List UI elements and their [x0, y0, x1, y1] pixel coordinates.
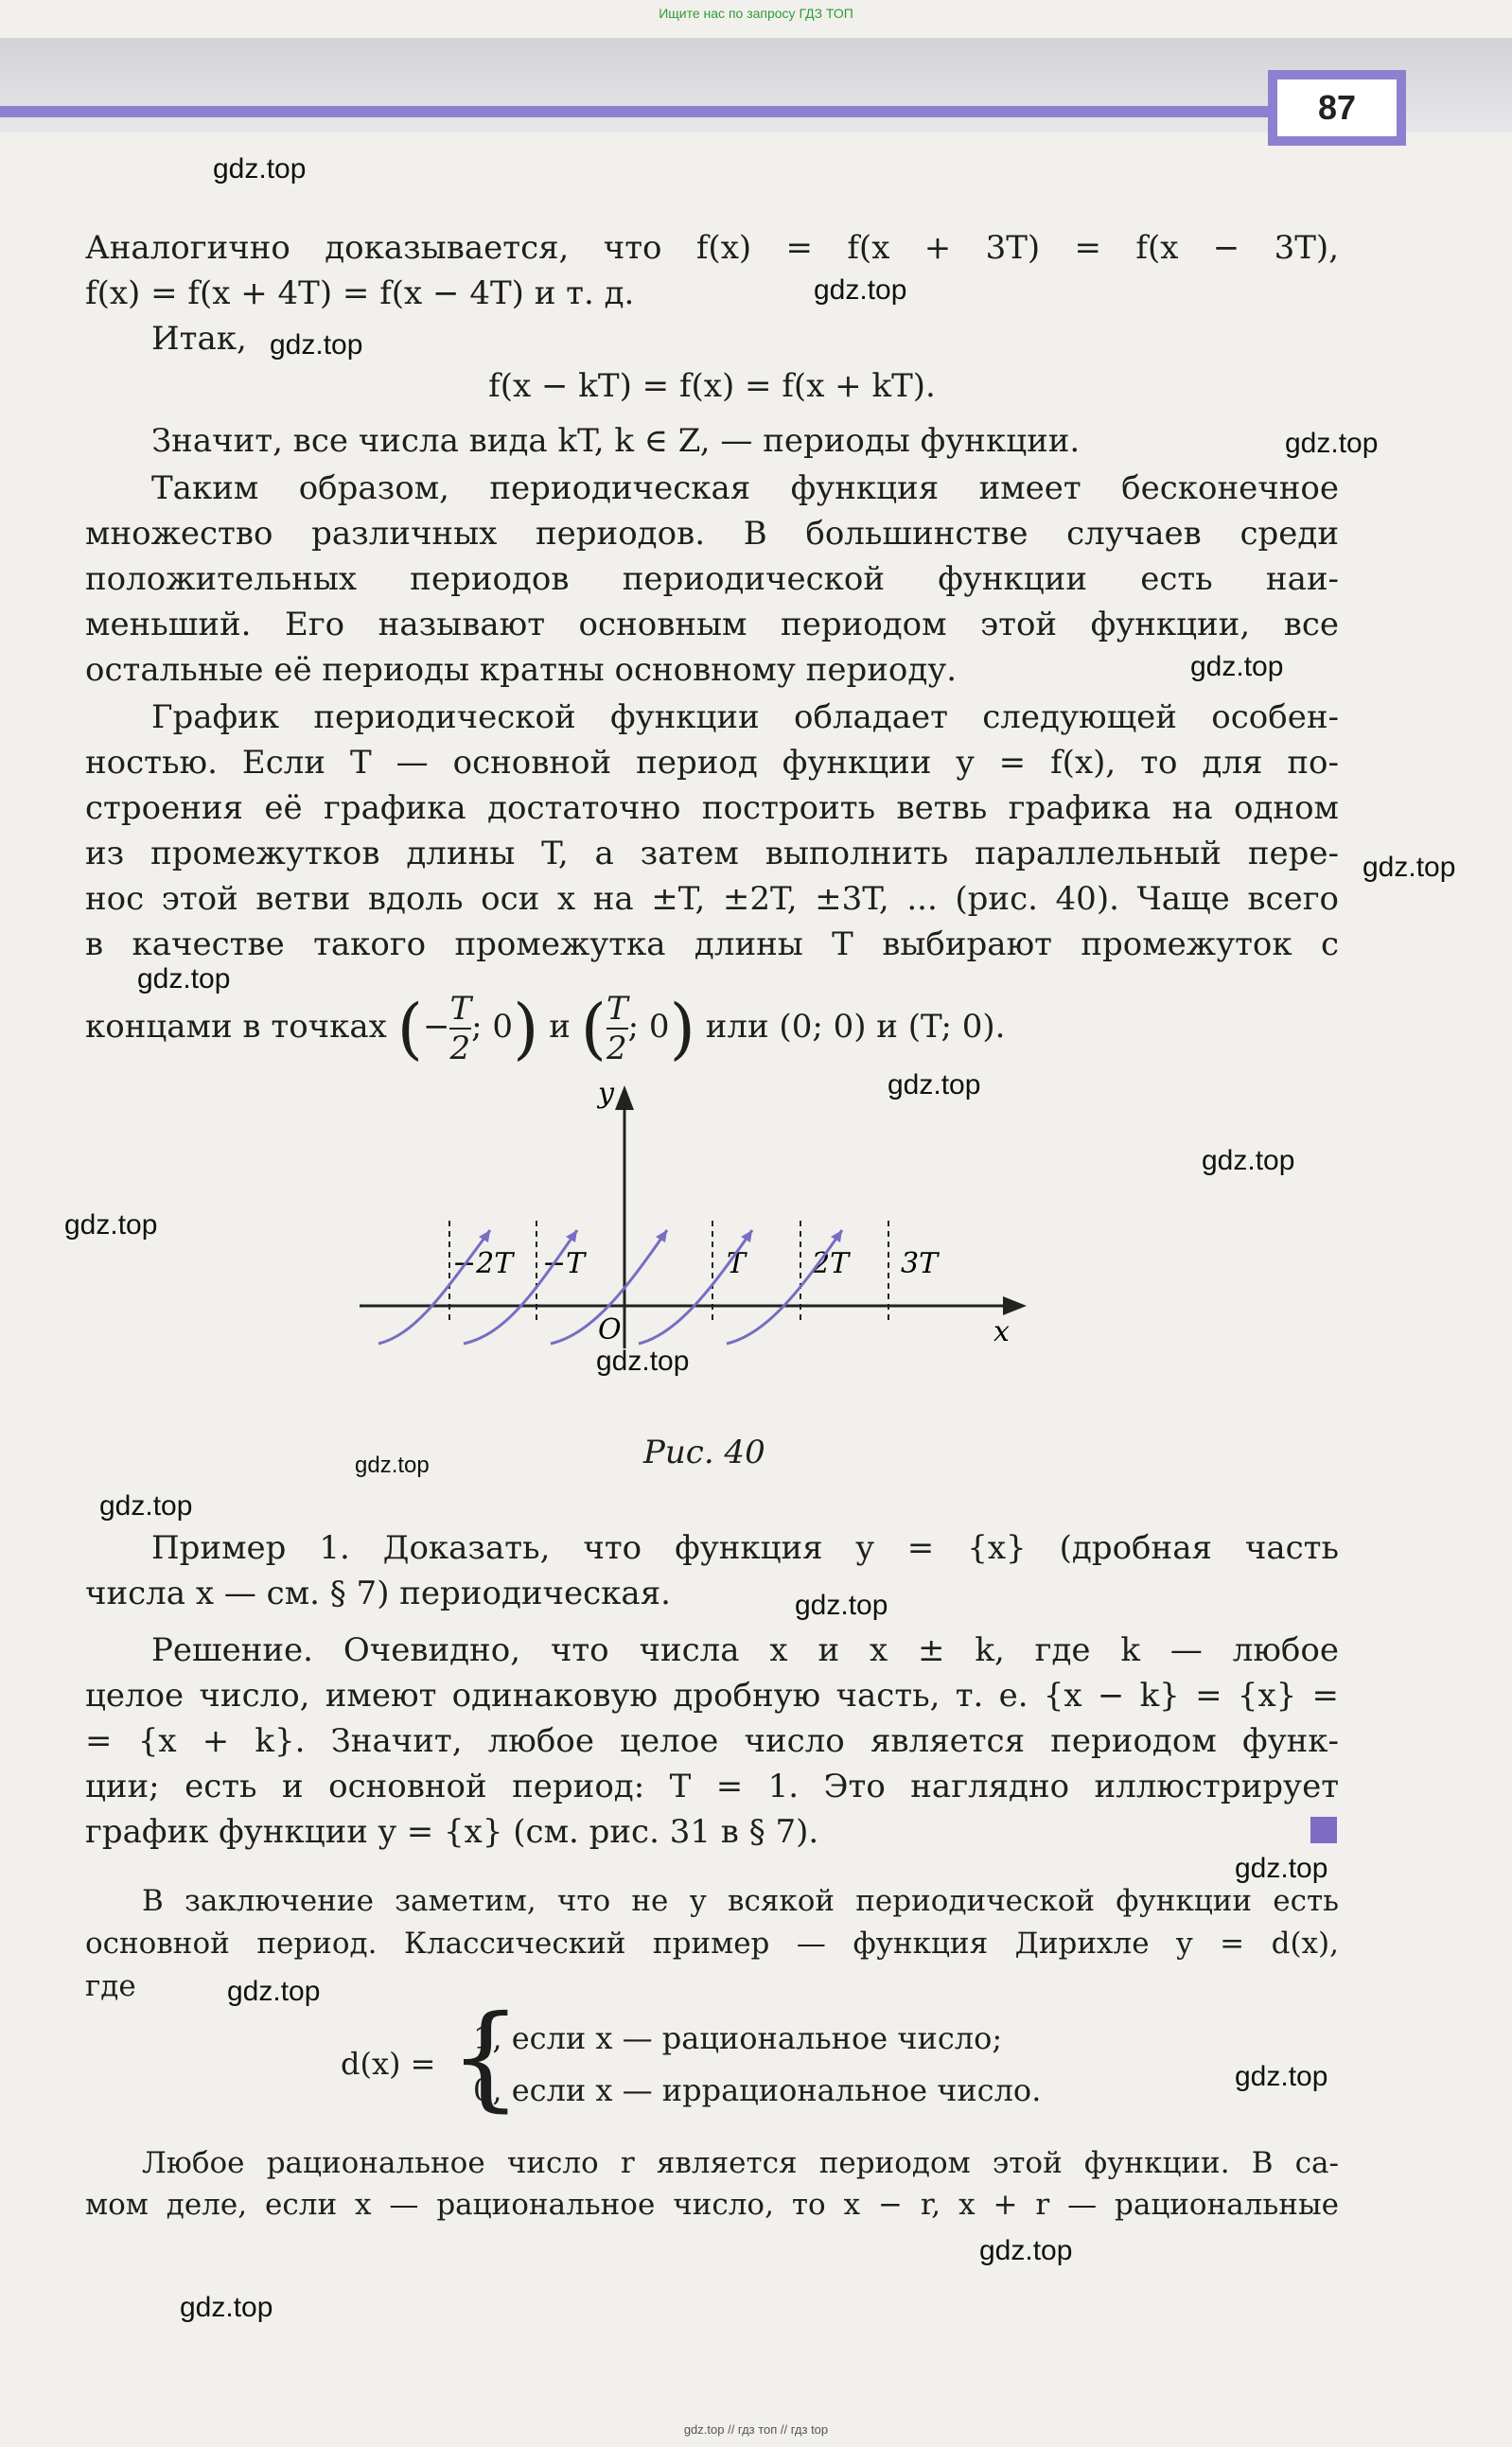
text-line: положительных периодов периодической функции есть наи-: [85, 560, 1339, 598]
example-line: Пример 1. Доказать, что функция y = {x} (дробная часть: [151, 1529, 1339, 1567]
final-line: мом деле, если x — рациональное число, то x − r, x + r — рациональные: [85, 2188, 1339, 2222]
end-of-solution-marker: [1310, 1817, 1337, 1843]
dirichlet-definition: [341, 1992, 1192, 2124]
fraction: $\frac{T}{2}$: [449, 990, 472, 1067]
y-axis-arrow: [615, 1085, 634, 1110]
y-axis-label: y: [598, 1077, 614, 1110]
watermark: gdz.top: [99, 1490, 193, 1522]
watermark: gdz.top: [888, 1069, 981, 1100]
conclusion-line: где: [85, 1969, 136, 2003]
watermark: gdz.top: [180, 2292, 273, 2323]
figure-40: [350, 1074, 1031, 1358]
watermark: gdz.top: [227, 1976, 321, 2007]
solution-line: = {x + k}. Значит, любое целое число является периодом функ-: [85, 1722, 1339, 1760]
tick-label-3T: 3T: [901, 1247, 939, 1280]
zero: ; 0: [471, 1008, 514, 1046]
watermark: gdz.top: [1235, 1853, 1328, 1884]
solution-line: график функции y = {x} (см. рис. 31 в § 7).: [85, 1813, 819, 1851]
figure-caption: Рис. 40: [643, 1434, 765, 1471]
text-line: меньший. Его называют основным периодом этой функции, все: [85, 606, 1339, 643]
origin-label: O: [598, 1313, 622, 1347]
watermark: gdz.top: [596, 1346, 690, 1377]
watermark: gdz.top: [270, 329, 363, 361]
text-line: Таким образом, периодическая функция имеет бесконечное: [151, 469, 1339, 507]
formula-line: f(x − kT) = f(x) = f(x + kT).: [488, 367, 936, 405]
text-line: нос этой ветви вдоль оси x на ±T, ±2T, ±3T, ... (рис. 40). Чаще всего: [85, 880, 1339, 918]
example-line: числа x — см. § 7) периодическая.: [85, 1575, 671, 1612]
endpoints-line: концами в точках (− $\frac{T}{2}$ ; 0) и ( $\frac{T}{2}$ ; 0) или (0; 0) и (T; 0).: [85, 990, 1006, 1067]
text-line: из промежутков длины T, а затем выполнить параллельный пере-: [85, 835, 1339, 872]
solution-line: целое число, имеют одинаковую дробную часть, т. е. {x − k} = {x} =: [85, 1677, 1339, 1715]
text-line: остальные её периоды кратны основному периоду.: [85, 651, 958, 689]
conclusion-line: В заключение заметим, что не у всякой периодической функции есть: [142, 1884, 1339, 1918]
dirichlet-label: d(x) =: [341, 2046, 436, 2082]
text-line: Значит, все числа вида kT, k ∈ Z, — периоды функции.: [151, 422, 1081, 460]
watermark: gdz.top: [213, 153, 307, 185]
conclusion-line: основной период. Классический пример — функция Дирихле y = d(x),: [85, 1927, 1339, 1961]
watermark: gdz.top: [1363, 852, 1456, 883]
final-line: Любое рациональное число r является периодом этой функции. В са-: [142, 2146, 1339, 2180]
watermark: gdz.top: [814, 274, 907, 306]
top-note: Ищите нас по запросу ГДЗ ТОП: [659, 6, 853, 21]
endpoints-suffix: или (0; 0) и (T; 0).: [705, 1008, 1006, 1046]
tick-label-minus-2T: −2T: [452, 1247, 514, 1280]
solution-line: Решение. Очевидно, что числа x и x ± k, где k — любое: [151, 1631, 1339, 1669]
text-line: ностью. Если T — основной период функции y = f(x), то для по-: [85, 744, 1339, 782]
page-header-stripe: [0, 106, 1268, 117]
solution-line: ции; есть и основной период: T = 1. Это наглядно иллюстрирует: [85, 1768, 1339, 1805]
text-line: в качестве такого промежутка длины T выбирают промежуток с: [85, 925, 1339, 963]
brace: {: [449, 1992, 522, 2123]
tick-label-T: T: [727, 1247, 747, 1280]
bottom-note: gdz.top // гдз топ // гдз top: [683, 2422, 829, 2437]
watermark: gdz.top: [979, 2235, 1073, 2266]
watermark: gdz.top: [1285, 428, 1379, 459]
x-axis-arrow: [1003, 1296, 1027, 1315]
watermark: gdz.top: [1235, 2061, 1328, 2092]
watermark: gdz.top: [1202, 1145, 1295, 1176]
watermark: gdz.top: [795, 1590, 888, 1621]
fraction: $\frac{T}{2}$: [606, 990, 628, 1067]
text-line: Итак,: [151, 320, 247, 358]
minus-sign: −: [422, 1008, 450, 1046]
text-line: строения её графика достаточно построить ветвь графика на одном: [85, 789, 1339, 827]
page-number: 87: [1268, 70, 1406, 146]
dirichlet-case-rational: 1, если x — рациональное число;: [473, 2020, 1003, 2056]
text-line: f(x) = f(x + 4T) = f(x − 4T) и т. д.: [85, 274, 635, 312]
endpoints-prefix: концами в точках: [85, 1008, 387, 1046]
watermark: gdz.top: [64, 1209, 158, 1241]
text-line: График периодической функции обладает следующей особен-: [151, 698, 1339, 736]
x-axis-label: x: [993, 1315, 1010, 1348]
text-line: множество различных периодов. В большинстве случаев среди: [85, 515, 1339, 553]
dirichlet-case-irrational: 0, если x — иррациональное число.: [473, 2072, 1042, 2108]
tick-label-minus-T: −T: [542, 1247, 586, 1280]
and-word: и: [549, 1008, 571, 1046]
zero: ; 0: [627, 1008, 670, 1046]
watermark: gdz.top: [355, 1452, 430, 1478]
watermark: gdz.top: [137, 963, 231, 995]
watermark: gdz.top: [1190, 651, 1284, 682]
tick-label-2T: 2T: [812, 1247, 850, 1280]
text-line: Аналогично доказывается, что f(x) = f(x + 3T) = f(x − 3T),: [85, 229, 1339, 267]
